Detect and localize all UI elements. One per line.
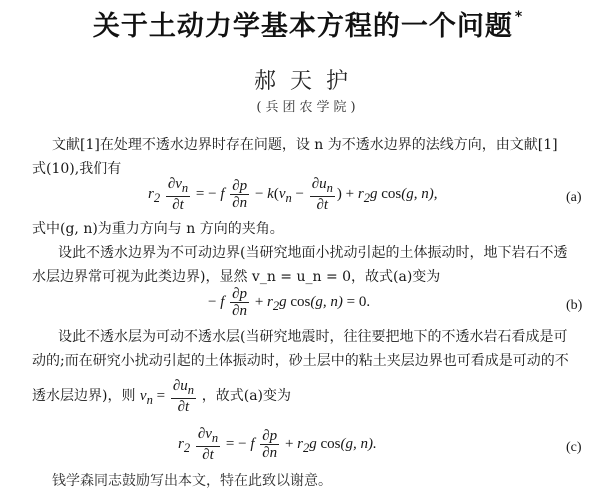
para3-line3 — [32, 378, 291, 415]
equation-b: − f $\frac{\partial p}{\partial n}$ + $r_2g$ cos(g, n) = 0. — [208, 286, 371, 319]
para2-line2: 水层边界常可视为此类边界)，显然 v_n = u_n = 0，故式(a)变为 — [32, 269, 441, 285]
title-footnote-mark: * — [514, 9, 524, 25]
author-name: 郝天护 — [253, 69, 362, 94]
affiliation: (兵团农学院) — [256, 100, 360, 115]
para2-line1: 设此不透水边界为不可动边界(当研究地面小扰动引起的土体振动时，地下岩石不透 — [58, 245, 568, 261]
para3-line3-suffix: ，故式(a)变为 — [201, 387, 292, 404]
equation-c: $r_2$ $\frac{\partial v_n}{\partial t}$ = − f $\frac{\partial p}{\partial n}$ + $r_2g$ cos(g, n). — [178, 426, 377, 463]
inline-eq-vn: $v_n$ = $\frac{\partial u_n}{\partial t}$ — [139, 378, 194, 415]
paper-title — [0, 4, 616, 43]
para1-line2: 式(10),我们有 — [32, 161, 122, 177]
para3-line2: 动的;而在研究小扰动引起的土体振动时，砂土层中的粘土夹层边界也可看成是可动的不 — [32, 353, 569, 369]
acknowledgement-line: 钱学森同志鼓励写出本文，特在此致以谢意。 — [52, 473, 332, 489]
para3-line1: 设此不透水层为可动不透水层(当研究地震时，往往要把地下的不透水岩石看成是可 — [58, 329, 568, 345]
equation-a-label: (a) — [566, 190, 582, 205]
after-eq-a-text: 式中(g, n)为重力方向与 n 方向的夹角。 — [32, 221, 284, 237]
title-text: 关于土动力学基本方程的一个问题 — [92, 11, 513, 42]
equation-a: $r_2$ $\frac{\partial v_n}{\partial t}$ = − f $\frac{\partial p}{\partial n}$ − $k(v_n$ − $\frac{\partial u_n}{\partial t}$ ) + $r_2g$ cos(g, n), — [148, 176, 438, 213]
equation-b-label: (b) — [566, 298, 583, 313]
para3-line3-prefix: 透水层边界)，则 — [32, 387, 136, 404]
equation-c-label: (c) — [566, 440, 582, 455]
para1-line1: 文献[1]在处理不透水边界时存在问题，设 n 为不透水边界的法线方向，由文献[1] — [52, 137, 558, 153]
